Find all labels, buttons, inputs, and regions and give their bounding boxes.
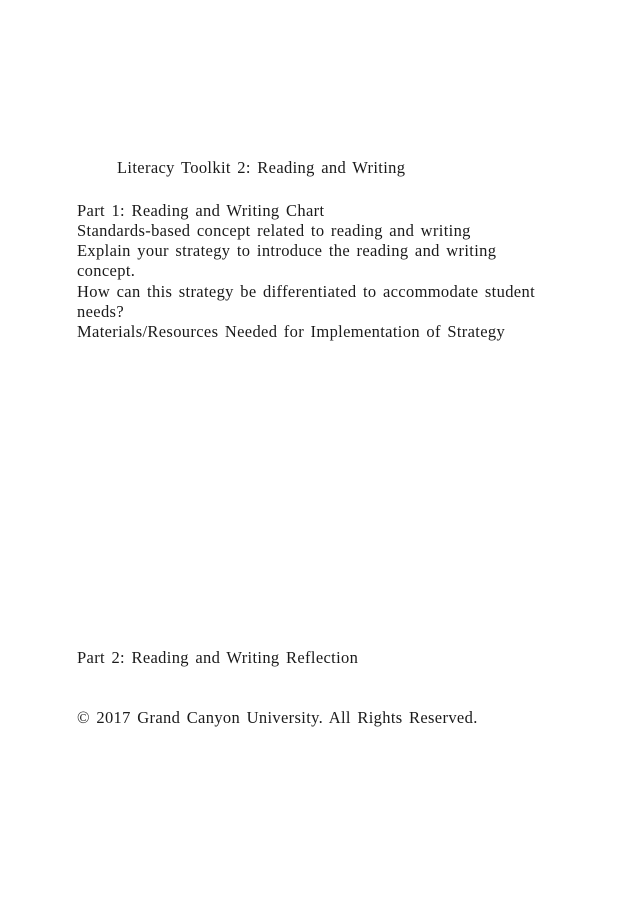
chart-row-explain-strategy: Explain your strategy to introduce the reading and writing [77,241,497,260]
part1-heading: Part 1: Reading and Writing Chart [77,201,325,220]
document-title: Literacy Toolkit 2: Reading and Writing [117,158,406,177]
part2-heading: Part 2: Reading and Writing Reflection [77,648,359,667]
chart-row-materials-resources: Materials/Resources Needed for Implementation of Strategy [77,322,506,341]
chart-row-standards-concept: Standards-based concept related to reading and writing [77,221,471,240]
chart-row-differentiation: How can this strategy be differentiated to accommodate student [77,282,536,301]
chart-row-explain-strategy-continued: concept. [77,261,136,280]
copyright-notice: © 2017 Grand Canyon University. All Rights Reserved. [77,708,478,727]
chart-row-differentiation-continued: needs? [77,302,124,321]
